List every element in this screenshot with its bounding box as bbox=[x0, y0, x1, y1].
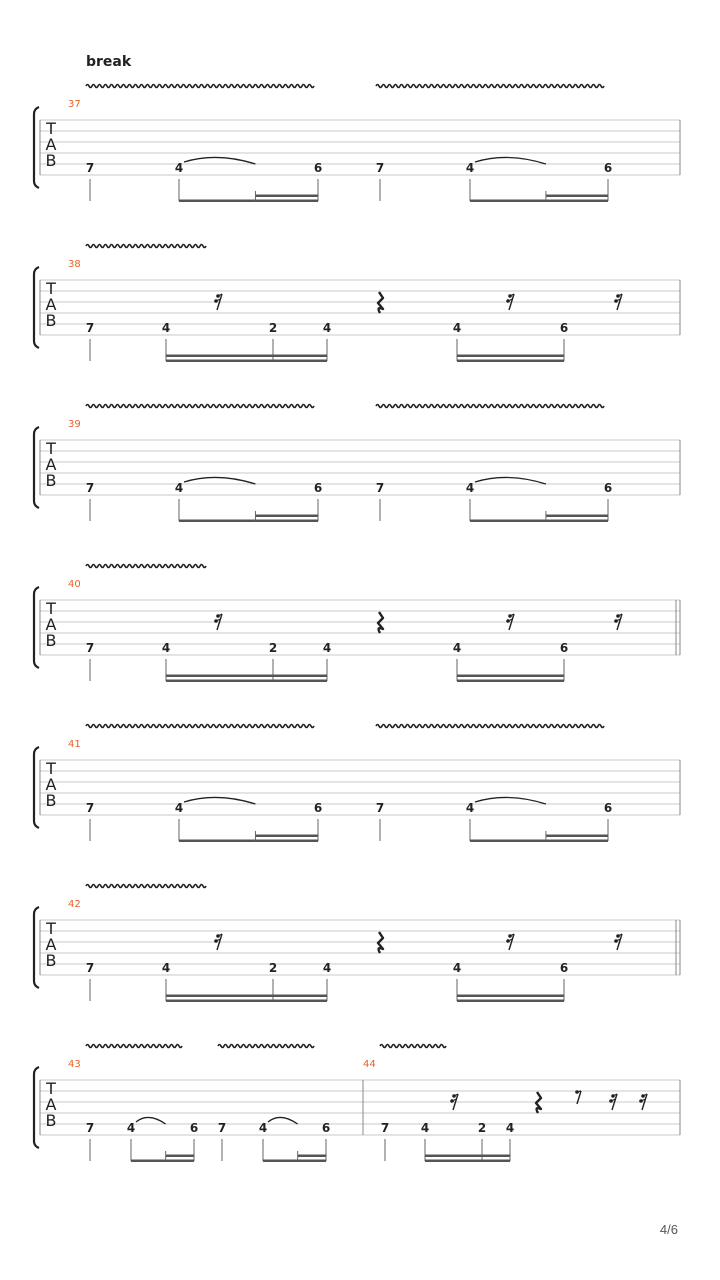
fret-number: 4 bbox=[452, 961, 462, 975]
beam bbox=[166, 360, 327, 363]
fret-number: 7 bbox=[85, 481, 95, 495]
beam-secondary bbox=[457, 995, 564, 998]
vibrato-mark bbox=[218, 1045, 314, 1048]
fret-number: 4 bbox=[452, 641, 462, 655]
tab-clef-letter: A bbox=[45, 135, 57, 154]
fret-number: 6 bbox=[189, 1121, 199, 1135]
beam-secondary bbox=[546, 835, 608, 838]
beam bbox=[470, 200, 608, 203]
measure-number: 37 bbox=[68, 99, 81, 110]
system-bracket bbox=[34, 1067, 39, 1148]
tab-clef-letter: A bbox=[45, 1095, 57, 1114]
tie-arc bbox=[268, 1117, 298, 1124]
system-bracket bbox=[34, 427, 39, 508]
fret-number: 7 bbox=[375, 161, 385, 175]
fret-number: 4 bbox=[126, 1121, 136, 1135]
beam bbox=[166, 1000, 327, 1003]
beam bbox=[179, 200, 318, 203]
beam bbox=[131, 1160, 194, 1163]
tab-clef-letter: A bbox=[45, 455, 57, 474]
fret-number: 4 bbox=[174, 481, 184, 495]
tab-clef-letter: T bbox=[46, 439, 56, 458]
beam-secondary bbox=[166, 355, 327, 358]
system-bracket bbox=[34, 907, 39, 988]
fret-number: 4 bbox=[322, 961, 332, 975]
fret-number: 4 bbox=[465, 481, 475, 495]
fret-number: 4 bbox=[465, 801, 475, 815]
fret-number: 4 bbox=[161, 641, 171, 655]
fret-number: 7 bbox=[375, 481, 385, 495]
vibrato-mark bbox=[376, 405, 604, 408]
fret-number: 4 bbox=[420, 1121, 430, 1135]
fret-number: 7 bbox=[85, 161, 95, 175]
vibrato-mark bbox=[86, 405, 314, 408]
tab-clef-letter: A bbox=[45, 775, 57, 794]
fret-number: 6 bbox=[603, 481, 613, 495]
tab-clef-letter: B bbox=[45, 151, 57, 170]
fret-number: 6 bbox=[603, 161, 613, 175]
tie-arc bbox=[184, 157, 255, 164]
beam-secondary bbox=[255, 515, 318, 518]
tab-clef-letter: B bbox=[45, 471, 57, 490]
fret-number: 7 bbox=[85, 321, 95, 335]
tab-clef-letter: B bbox=[45, 1111, 57, 1130]
fret-number: 6 bbox=[603, 801, 613, 815]
vibrato-mark bbox=[86, 885, 206, 888]
beam-secondary bbox=[166, 675, 327, 678]
vibrato-mark bbox=[86, 245, 206, 248]
measure-number: 39 bbox=[68, 419, 81, 430]
measure-number: 44 bbox=[363, 1059, 376, 1070]
beam bbox=[470, 520, 608, 523]
tie-arc bbox=[136, 1117, 166, 1124]
fret-number: 6 bbox=[313, 801, 323, 815]
beam-secondary bbox=[255, 835, 318, 838]
beam-secondary bbox=[457, 355, 564, 358]
fret-number: 7 bbox=[217, 1121, 227, 1135]
tab-clef-letter: A bbox=[45, 615, 57, 634]
beam-secondary bbox=[546, 515, 608, 518]
section-label: break bbox=[86, 54, 132, 70]
beam bbox=[457, 1000, 564, 1003]
beam-secondary bbox=[546, 195, 608, 198]
tab-clef-letter: T bbox=[46, 919, 56, 938]
vibrato-mark bbox=[86, 1045, 182, 1048]
fret-number: 6 bbox=[313, 161, 323, 175]
tie-arc bbox=[475, 477, 546, 484]
system-bracket bbox=[34, 747, 39, 828]
vibrato-mark bbox=[376, 85, 604, 88]
tab-clef-letter: T bbox=[46, 759, 56, 778]
beam-secondary bbox=[457, 675, 564, 678]
beam bbox=[457, 360, 564, 363]
measure-number: 38 bbox=[68, 259, 81, 270]
fret-number: 4 bbox=[322, 321, 332, 335]
measure-number: 42 bbox=[68, 899, 81, 910]
beam-secondary bbox=[298, 1155, 326, 1158]
fret-number: 7 bbox=[380, 1121, 390, 1135]
measure-number: 40 bbox=[68, 579, 81, 590]
tab-clef-letter: A bbox=[45, 295, 57, 314]
fret-number: 4 bbox=[452, 321, 462, 335]
fret-number: 6 bbox=[559, 961, 569, 975]
vibrato-mark bbox=[86, 565, 206, 568]
vibrato-mark bbox=[86, 725, 314, 728]
beam-secondary bbox=[255, 195, 318, 198]
fret-number: 4 bbox=[161, 321, 171, 335]
tab-clef-letter: T bbox=[46, 119, 56, 138]
vibrato-mark bbox=[376, 725, 604, 728]
page-number: 4/6 bbox=[659, 1222, 678, 1237]
fret-number: 7 bbox=[375, 801, 385, 815]
system-bracket bbox=[34, 267, 39, 348]
fret-number: 4 bbox=[174, 801, 184, 815]
fret-number: 4 bbox=[161, 961, 171, 975]
beam bbox=[470, 840, 608, 843]
fret-number: 2 bbox=[477, 1121, 487, 1135]
fret-number: 7 bbox=[85, 1121, 95, 1135]
fret-number: 7 bbox=[85, 641, 95, 655]
beam-secondary bbox=[166, 995, 327, 998]
beam bbox=[166, 680, 327, 683]
tie-arc bbox=[475, 797, 546, 804]
tab-clef-letter: A bbox=[45, 935, 57, 954]
tab-clef-letter: B bbox=[45, 791, 57, 810]
beam-secondary bbox=[166, 1155, 194, 1158]
beam-secondary bbox=[425, 1155, 510, 1158]
fret-number: 4 bbox=[258, 1121, 268, 1135]
tie-arc bbox=[475, 157, 546, 164]
tab-clef-letter: B bbox=[45, 631, 57, 650]
fret-number: 4 bbox=[322, 641, 332, 655]
vibrato-mark bbox=[86, 85, 314, 88]
tab-clef-letter: B bbox=[45, 951, 57, 970]
beam bbox=[179, 840, 318, 843]
fret-number: 2 bbox=[268, 321, 278, 335]
fret-number: 2 bbox=[268, 961, 278, 975]
tab-clef-letter: B bbox=[45, 311, 57, 330]
fret-number: 7 bbox=[85, 961, 95, 975]
fret-number: 6 bbox=[321, 1121, 331, 1135]
fret-number: 6 bbox=[559, 641, 569, 655]
system-bracket bbox=[34, 587, 39, 668]
tab-clef-letter: T bbox=[46, 599, 56, 618]
fret-number: 4 bbox=[174, 161, 184, 175]
fret-number: 4 bbox=[505, 1121, 515, 1135]
tie-arc bbox=[184, 477, 255, 484]
beam bbox=[263, 1160, 326, 1163]
tab-clef-letter: T bbox=[46, 1079, 56, 1098]
fret-number: 6 bbox=[559, 321, 569, 335]
beam bbox=[457, 680, 564, 683]
fret-number: 2 bbox=[268, 641, 278, 655]
fret-number: 7 bbox=[85, 801, 95, 815]
vibrato-mark bbox=[380, 1045, 446, 1048]
fret-number: 6 bbox=[313, 481, 323, 495]
tie-arc bbox=[184, 797, 255, 804]
beam bbox=[179, 520, 318, 523]
system-bracket bbox=[34, 107, 39, 188]
beam bbox=[425, 1160, 510, 1163]
tab-clef-letter: T bbox=[46, 279, 56, 298]
measure-number: 43 bbox=[68, 1059, 81, 1070]
measure-number: 41 bbox=[68, 739, 81, 750]
fret-number: 4 bbox=[465, 161, 475, 175]
